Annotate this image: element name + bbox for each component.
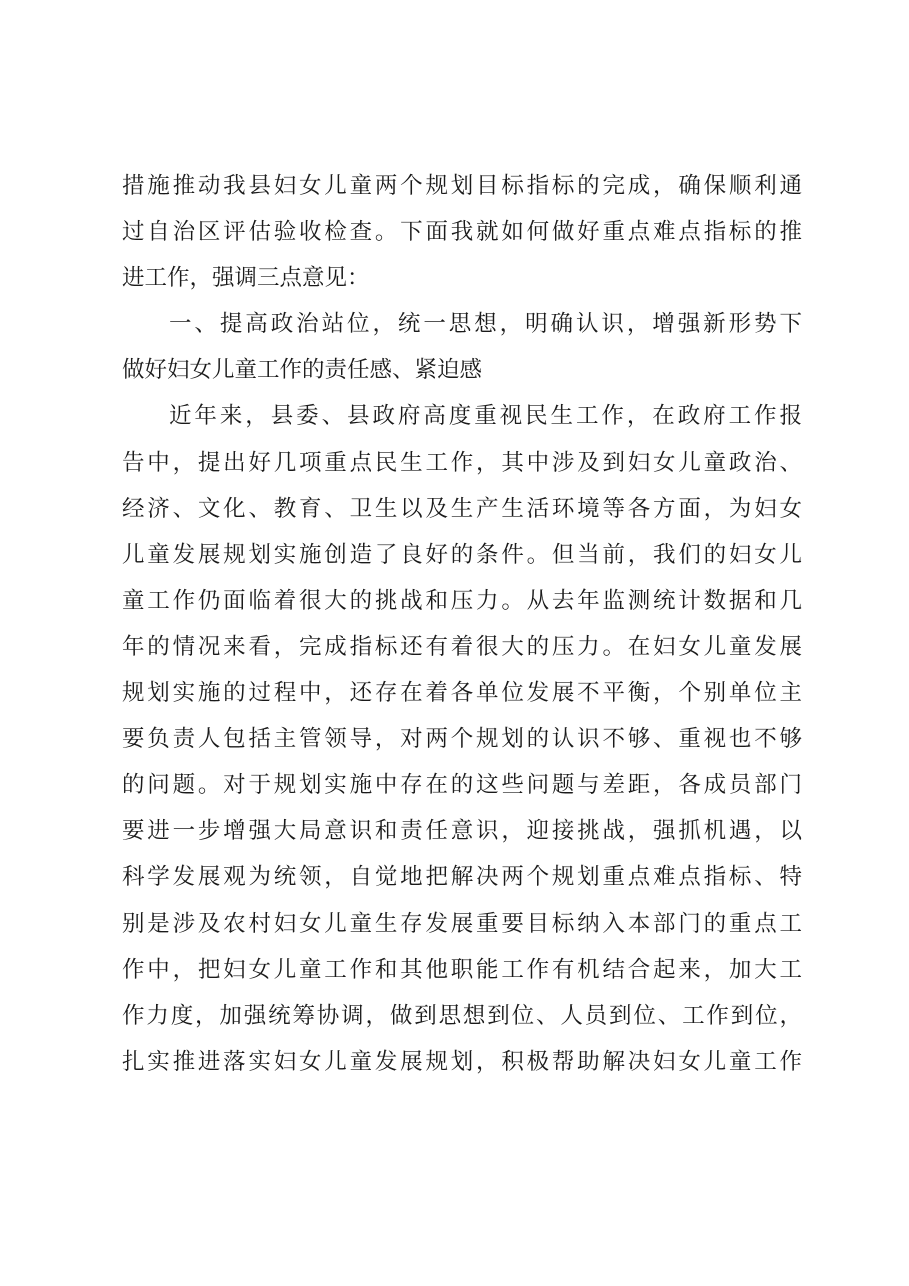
text-line: 作力度，加强统筹协调，做到思想到位、人员到位、工作到位， <box>122 1002 802 1029</box>
text-line: 儿童发展规划实施创造了良好的条件。但当前，我们的妇女儿 <box>122 541 802 568</box>
text-line: 要负责人包括主管领导，对两个规划的认识不够、重视也不够 <box>122 726 802 753</box>
text-line: 近年来，县委、县政府高度重视民生工作，在政府工作报 <box>169 403 802 430</box>
text-line: 的问题。对于规划实施中存在的这些问题与差距，各成员部门 <box>122 772 802 799</box>
text-line: 过自治区评估验收检查。下面我就如何做好重点难点指标的推 <box>122 219 802 246</box>
text-line: 童工作仍面临着很大的挑战和压力。从去年监测统计数据和几 <box>122 587 802 614</box>
text-line: 科学发展观为统领，自觉地把解决两个规划重点难点指标、特 <box>122 864 802 891</box>
text-line: 扎实推进落实妇女儿童发展规划，积极帮助解决妇女儿童工作 <box>122 1048 802 1075</box>
text-line: 措施推动我县妇女儿童两个规划目标指标的完成，确保顺利通 <box>122 173 802 199</box>
text-line: 要进一步增强大局意识和责任意识，迎接挑战，强抓机遇，以 <box>122 818 802 845</box>
text-line: 别是涉及农村妇女儿童生存发展重要目标纳入本部门的重点工 <box>122 910 802 937</box>
section-heading-line: 做好妇女儿童工作的责任感、紧迫感 <box>122 357 483 384</box>
text-line: 告中，提出好几项重点民生工作，其中涉及到妇女儿童政治、 <box>122 449 802 476</box>
section-heading-line: 一、提高政治站位，统一思想，明确认识，增强新形势下 <box>169 311 802 338</box>
text-line: 作中，把妇女儿童工作和其他职能工作有机结合起来，加大工 <box>122 956 802 983</box>
text-line: 年的情况来看，完成指标还有着很大的压力。在妇女儿童发展 <box>122 633 802 660</box>
text-line: 进工作，强调三点意见： <box>122 265 370 292</box>
text-line: 经济、文化、教育、卫生以及生产生活环境等各方面，为妇女 <box>122 495 802 522</box>
body-text <box>122 163 802 1085</box>
text-line: 规划实施的过程中，还存在着各单位发展不平衡，个别单位主 <box>122 680 802 707</box>
